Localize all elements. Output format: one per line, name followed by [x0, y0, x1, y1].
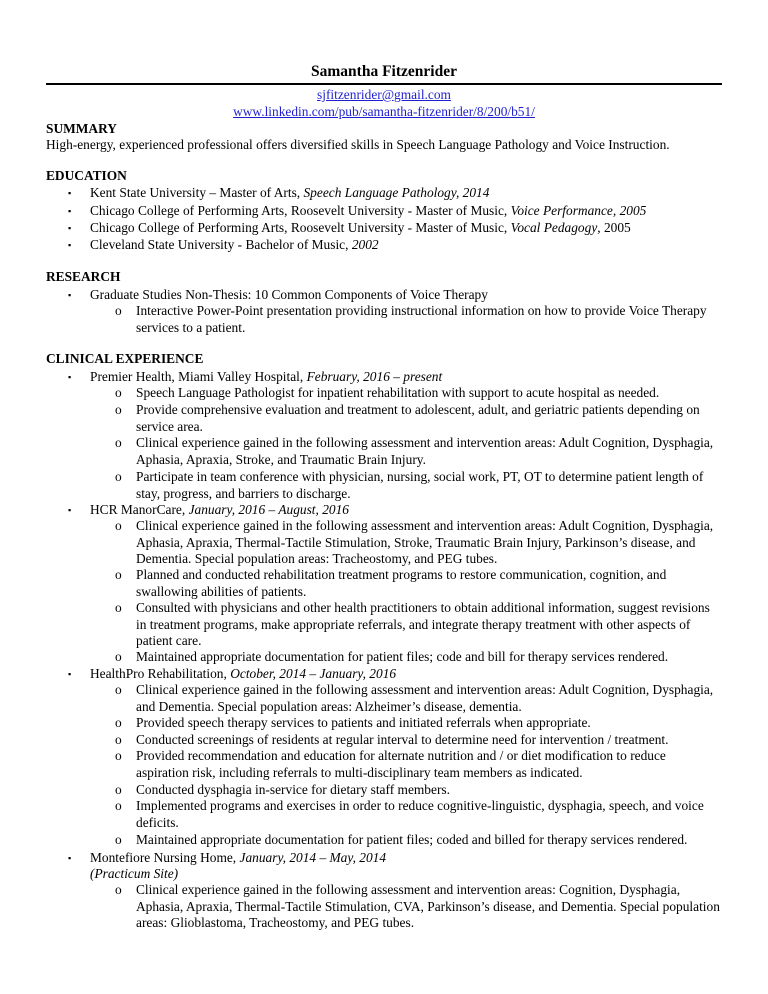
sub-bullet-icon: o	[115, 682, 122, 697]
sub-bullet-icon: o	[115, 567, 122, 582]
bullet-icon: ▪	[68, 505, 72, 515]
education-heading: EDUCATION	[46, 168, 127, 183]
clinical-heading: CLINICAL EXPERIENCE	[46, 351, 204, 366]
sub-bullet-icon: o	[115, 882, 122, 897]
sub-bullet-icon: o	[115, 469, 122, 484]
sub-bullet-icon: o	[115, 303, 122, 318]
job-note: (Practicum Site)	[90, 866, 179, 881]
bullet-icon: ▪	[68, 223, 72, 233]
job-duty: Provided recommendation and education for alternate nutrition and / or diet modification to reduce aspiration risk, including referrals to multi-disciplinary team members as indicated.	[136, 748, 666, 780]
bullet-icon: ▪	[68, 372, 72, 382]
bullet-icon: ▪	[68, 188, 72, 198]
resume-name: Samantha Fitzenrider	[311, 63, 457, 80]
education-item: Chicago College of Performing Arts, Roosevelt University - Master of Music, Voice Performance, 2005	[90, 203, 647, 218]
job-duty: Clinical experience gained in the following assessment and intervention areas: Adult Cognition, Dysphagia, and Dementia. Special population areas: Alzheimer’s disease, dementia.	[136, 682, 714, 714]
sub-bullet-icon: o	[115, 748, 122, 763]
job-duty: Planned and conducted rehabilitation treatment programs to restore communication, cognition, and swallowing abilities of patients.	[136, 567, 667, 599]
job-duty: Clinical experience gained in the following assessment and intervention areas: Adult Cognition, Dysphagia, Aphasia, Apraxia, Stroke, and Traumatic Brain Injury.	[136, 435, 714, 467]
job-title: Montefiore Nursing Home, January, 2014 – May, 2014	[90, 850, 387, 865]
job-title: HCR ManorCare, January, 2016 – August, 2016	[90, 502, 350, 517]
job-duty: Maintained appropriate documentation for patient files; code and bill for therapy services rendered.	[136, 649, 669, 664]
sub-bullet-icon: o	[115, 402, 122, 417]
bullet-icon: ▪	[68, 290, 72, 300]
job-duty: Maintained appropriate documentation for patient files; coded and billed for therapy services rendered.	[136, 832, 688, 847]
job-title: Premier Health, Miami Valley Hospital, February, 2016 – present	[90, 369, 443, 384]
job-duty: Provide comprehensive evaluation and treatment to adolescent, adult, and geriatric patients depending on service area.	[136, 402, 700, 434]
research-sub-item: Interactive Power-Point presentation providing instructional information on how to provide Voice Therapy services to a patient.	[136, 303, 707, 335]
summary-text: High-energy, experienced professional offers diversified skills in Speech Language Pathology and Voice Instruction.	[46, 137, 670, 152]
research-item: Graduate Studies Non-Thesis: 10 Common Components of Voice Therapy	[90, 287, 488, 302]
job-duty: Conducted screenings of residents at regular interval to determine need for intervention / treatment.	[136, 732, 669, 747]
sub-bullet-icon: o	[115, 715, 122, 730]
summary-heading: SUMMARY	[46, 121, 117, 136]
sub-bullet-icon: o	[115, 782, 122, 797]
job-duty: Participate in team conference with physician, nursing, social work, PT, OT to determine patient length of stay, progress, and barriers to discharge.	[136, 469, 704, 501]
education-item: Chicago College of Performing Arts, Roosevelt University - Master of Music, Vocal Pedagogy, 2005	[90, 220, 631, 235]
sub-bullet-icon: o	[115, 732, 122, 747]
education-item: Kent State University – Master of Arts, Speech Language Pathology, 2014	[90, 185, 490, 200]
sub-bullet-icon: o	[115, 385, 122, 400]
job-duty: Speech Language Pathologist for inpatient rehabilitation with support to acute hospital as needed.	[136, 385, 660, 400]
bullet-icon: ▪	[68, 240, 72, 250]
job-duty: Conducted dysphagia in-service for dietary staff members.	[136, 782, 450, 797]
job-title: HealthPro Rehabilitation, October, 2014 – January, 2016	[90, 666, 397, 681]
education-item: Cleveland State University - Bachelor of Music, 2002	[90, 237, 379, 252]
bullet-icon: ▪	[68, 669, 72, 679]
sub-bullet-icon: o	[115, 649, 122, 664]
job-duty: Clinical experience gained in the following assessment and intervention areas: Adult Cognition, Dysphagia, Aphasia, Apraxia, Thermal-Tactile Stimulation, Stroke, Traumatic Brain Injury, Parkinson’s disease, and Dementia. Special population areas: Tracheostomy, and PEG tubes.	[136, 518, 714, 567]
bullet-icon: ▪	[68, 206, 72, 216]
research-heading: RESEARCH	[46, 269, 121, 284]
header-rule	[46, 83, 722, 85]
sub-bullet-icon: o	[115, 798, 122, 813]
sub-bullet-icon: o	[115, 832, 122, 847]
linkedin-link[interactable]: www.linkedin.com/pub/samantha-fitzenrider/8/200/b51/	[233, 104, 535, 119]
bullet-icon: ▪	[68, 853, 72, 863]
sub-bullet-icon: o	[115, 600, 122, 615]
sub-bullet-icon: o	[115, 435, 122, 450]
email-link[interactable]: sjfitzenrider@gmail.com	[317, 87, 451, 102]
job-duty: Provided speech therapy services to patients and initiated referrals when appropriate.	[136, 715, 591, 730]
job-duty: Consulted with physicians and other health practitioners to obtain additional information, suggest revisions in treatment programs, make appropriate referrals, and integrate therapy treatment with other aspects of patient care.	[136, 600, 710, 649]
sub-bullet-icon: o	[115, 518, 122, 533]
job-duty: Clinical experience gained in the following assessment and intervention areas: Cognition, Dysphagia, Aphasia, Apraxia, Thermal-Tactile Stimulation, CVA, Parkinson’s disease, and Dementia. Special population areas: Glioblastoma, Tracheostomy, and PEG tubes.	[136, 882, 720, 931]
job-duty: Implemented programs and exercises in order to reduce cognitive-linguistic, dysphagia, speech, and voice deficits.	[136, 798, 704, 830]
